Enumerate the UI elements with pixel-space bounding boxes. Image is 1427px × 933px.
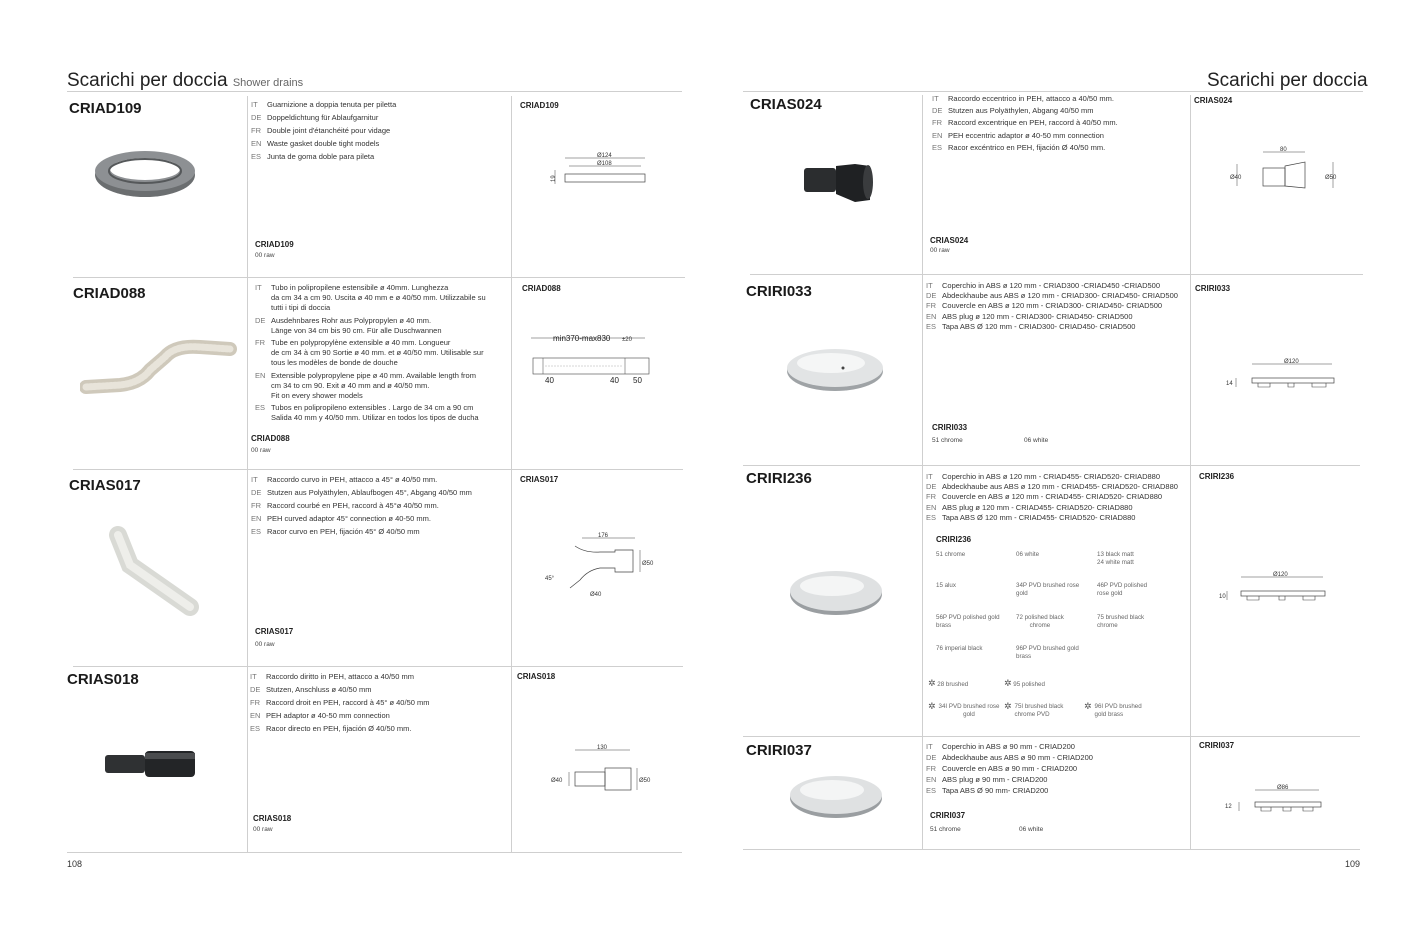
finish-label: 00 raw [930, 247, 950, 254]
description-list [932, 94, 1118, 155]
left-page-subtitle: Shower drains [232, 77, 304, 89]
finish-label: 51 chrome [930, 826, 961, 833]
finish-label: 06 white [1016, 551, 1040, 558]
technical-drawing [545, 740, 660, 795]
dim-label: Ø50 [1325, 175, 1337, 181]
technical-drawing [525, 330, 665, 390]
finish-label: 00 raw [255, 252, 275, 259]
technical-drawing [1215, 565, 1340, 607]
finish-code: CRIAD088 [251, 434, 290, 443]
description-row: EN PEH curved adaptor 45° connection ø 40-50 mm. [251, 513, 431, 523]
divider [743, 465, 1360, 466]
dim-label: ±20 [622, 337, 632, 343]
product-image-cover [783, 345, 888, 395]
dim-label: Ø40 [590, 592, 602, 598]
technical-drawing [1222, 352, 1342, 392]
finish-code: CRIRI033 [932, 423, 968, 432]
finish-label: 34P PVD brushed rose gold [1016, 582, 1080, 597]
product-image-cover [786, 770, 886, 822]
technical-drawing [1225, 140, 1345, 195]
description-row: IT Guarnizione a doppia tenuta per piletta [251, 100, 397, 109]
description-row: IT Raccordo diritto in PEH, attacco a 40/50 mm [250, 672, 414, 681]
divider [73, 469, 683, 470]
drawing-code: CRIAS018 [517, 672, 556, 681]
description-row: EN ABS plug ø 120 mm - CRIAD455- CRIAD520- CRIAD880 [926, 502, 1133, 512]
finish-code: CRIAS018 [253, 814, 292, 823]
special-finish: ✲ 75I brushed black chrome PVD [1004, 701, 1064, 718]
product-image-curved-adaptor [100, 525, 215, 620]
drawing-code: CRIAD109 [520, 101, 559, 110]
description-row: ES Racor directo en PEH, fijación Ø 40/50 mm. [250, 723, 412, 733]
dim-label: 40 [610, 376, 619, 385]
finish-label: 46P PVD polished rose gold [1097, 582, 1148, 597]
dim-label: 50 [633, 376, 642, 385]
column-divider [247, 96, 248, 853]
dim-label: 19 [551, 175, 557, 182]
drawing-code: CRIAS024 [1194, 96, 1233, 105]
description-row: EN ABS plug ø 90 mm - CRIAD200 [926, 775, 1048, 784]
description-row: DE Stutzen aus Polyäthylen, Ablaufbogen 45°, Abgang 40/50 mm [251, 487, 472, 497]
description-row: FR Couvercle en ABS ø 90 mm - CRIAD200 [926, 764, 1078, 773]
dim-label: Ø124 [597, 153, 612, 159]
finish-label: 06 white [1024, 437, 1049, 444]
description-list [926, 741, 1093, 796]
product-code: CRIRI037 [746, 742, 812, 759]
dim-label: 45° [545, 576, 555, 582]
technical-drawing [1225, 778, 1335, 818]
dim-label: 40 [545, 376, 554, 385]
description-row: IT Coperchio in ABS ø 120 mm - CRIAD455- CRIAD520- CRIAD880 [926, 472, 1160, 481]
description-list [255, 283, 486, 426]
description-row: DE Abdeckhaube aus ABS ø 90 mm - CRIAD200 [926, 753, 1093, 762]
gear-icon: ✲ [928, 678, 936, 688]
finish-label: 00 raw [251, 447, 271, 454]
description-row: ES Tapa ABS Ø 90 mm- CRIAD200 [926, 786, 1049, 795]
divider [73, 277, 685, 278]
description-row: FR Raccord courbé en PEH, raccord à 45°ø 40/50 mm. [251, 500, 439, 510]
description-row: DE Ausdehnbares Rohr aus Polypropylen ø 40 mm. Länge von 34 cm bis 90 cm. Für alle Duschwannen [255, 315, 442, 335]
dim-label: Ø86 [1277, 785, 1289, 791]
description-list [926, 472, 1178, 523]
product-image-extensible-tube [80, 335, 240, 400]
dim-label: 130 [597, 745, 608, 751]
page-number: 108 [67, 859, 83, 869]
product-image-cover [786, 568, 886, 618]
finish-code: CRIAS017 [255, 627, 294, 636]
description-row: ES Junta de goma doble para pileta [251, 151, 375, 161]
description-row: FR Tube en polypropylène extensible ø 40 mm. Longueur de cm 34 à cm 90 Sortie ø 40 mm. et ø 40/50 mm. Utilisable sur tous les modèles de bonde de douche [255, 338, 484, 368]
left-page-title: Scarichi per doccia Shower drains [67, 70, 304, 91]
technical-drawing [545, 150, 655, 190]
description-row: IT Raccordo curvo in PEH, attacco a 45° ø 40/50 mm. [251, 475, 438, 484]
finish-label: 56P PVD polished gold brass [936, 614, 1000, 629]
finish-label: 51 chrome [932, 437, 963, 444]
dim-label: Ø120 [1284, 359, 1299, 365]
finish-code: CRIAD109 [255, 240, 294, 249]
divider [743, 849, 1360, 850]
description-list [251, 99, 396, 164]
page-number: 109 [1345, 859, 1361, 869]
dim-label: Ø40 [1230, 175, 1242, 181]
description-row: DE Abdeckhaube aus ABS ø 120 mm - CRIAD300- CRIAD450- CRIAD500 [926, 291, 1178, 301]
description-row: FR Double joint d'étanchéité pour vidage [251, 125, 391, 135]
description-row: EN PEH eccentric adaptor ø 40-50 mm connection [932, 130, 1104, 140]
description-row: ES Tapa ABS Ø 120 mm - CRIAD300- CRIAD450- CRIAD500 [926, 321, 1136, 331]
divider [67, 852, 682, 853]
divider [73, 666, 683, 667]
description-row: FR Raccord excentrique en PEH, raccord à 40/50 mm. [932, 118, 1118, 128]
finish-label: 06 white [1019, 826, 1044, 833]
product-code: CRIAS017 [69, 477, 141, 494]
description-row: EN ABS plug ø 120 mm - CRIAD300- CRIAD450- CRIAD500 [926, 311, 1133, 321]
description-row: FR Couvercle en ABS ø 120 mm - CRIAD455- CRIAD520- CRIAD880 [926, 492, 1163, 502]
description-row: IT Coperchio in ABS ø 90 mm - CRIAD200 [926, 742, 1075, 751]
product-image-eccentric-adaptor [800, 160, 875, 205]
finish-label: 00 raw [253, 826, 273, 833]
description-row: DE Doppeldichtung für Ablaufgarnitur [251, 112, 379, 122]
finish-code: CRIRI236 [936, 535, 972, 544]
drawing-code: CRIRI236 [1199, 472, 1235, 481]
divider [750, 274, 1363, 275]
special-finish: ✲ 96I PVD brushed gold brass [1084, 701, 1142, 718]
column-divider [511, 96, 512, 853]
dim-label: 176 [598, 533, 609, 539]
product-code: CRIAS024 [750, 96, 822, 113]
description-row: IT Tubo in polipropilene estensibile ø 40mm. Lunghezza da cm 34 a cm 90. Uscita ø 40 mm e ø 40/50 mm. Utilizzabile su tutti i tipi di doccia [255, 283, 486, 313]
finish-label: 75 brushed black chrome [1097, 614, 1145, 629]
special-finish: ✲ 95 polished [1004, 678, 1045, 688]
dim-label: 12 [1225, 804, 1232, 810]
product-code: CRIAD088 [73, 285, 146, 302]
finish-label: 13 black matt 24 white matt [1097, 551, 1134, 566]
description-row: FR Couvercle en ABS ø 120 mm - CRIAD300- CRIAD450- CRIAD500 [926, 301, 1163, 311]
divider [743, 736, 1360, 737]
description-row: ES Racor excéntrico en PEH, fijación Ø 40/50 mm. [932, 142, 1106, 152]
divider [743, 91, 1363, 92]
description-row: IT Coperchio in ABS ø 120 mm - CRIAD300 -CRIAD450 -CRIAD500 [926, 281, 1160, 290]
finish-label: 51 chrome [936, 551, 966, 558]
description-row: EN PEH adaptor ø 40-50 mm connection [250, 710, 390, 720]
product-code: CRIAD109 [69, 100, 142, 117]
description-row: IT Raccordo eccentrico in PEH, attacco a 40/50 mm. [932, 94, 1114, 103]
special-finish: ✲ 34I PVD brushed rose gold [928, 701, 1000, 718]
description-list [250, 671, 429, 736]
drawing-code: CRIAS017 [520, 475, 559, 484]
dim-label: 10 [1219, 594, 1226, 600]
dim-label: Ø40 [551, 778, 563, 784]
finish-label: 72 polished black chrome [1016, 614, 1064, 629]
finish-code: CRIAS024 [930, 236, 969, 245]
description-list [251, 474, 472, 539]
finish-label: 00 raw [255, 641, 275, 648]
description-row: ES Racor curvo en PEH, fijación 45° Ø 40/50 mm [251, 526, 420, 536]
description-row: DE Stutzen aus Polyäthylen, Abgang 40/50 mm [932, 106, 1094, 116]
finish-code: CRIRI037 [930, 811, 966, 820]
finish-label: 15 alux [936, 582, 956, 589]
special-finish: ✲ 28 brushed [928, 678, 969, 688]
product-image-straight-adaptor [100, 745, 200, 785]
divider [67, 91, 682, 92]
product-code: CRIAS018 [67, 671, 139, 688]
description-row: ES Tapa ABS Ø 120 mm - CRIAD455- CRIAD520- CRIAD880 [926, 512, 1136, 522]
gear-icon: ✲ [928, 701, 936, 711]
product-code: CRIRI236 [746, 470, 812, 487]
dim-label: Ø120 [1273, 572, 1288, 578]
right-page-title: Scarichi per doccia [1207, 70, 1368, 91]
drawing-code: CRIAD088 [522, 284, 561, 293]
technical-drawing [540, 528, 665, 603]
description-row: DE Stutzen, Anschluss ø 40/50 mm [250, 684, 372, 694]
gear-icon: ✲ [1084, 701, 1092, 711]
gear-icon: ✲ [1004, 701, 1012, 711]
product-image-gasket [90, 145, 200, 205]
product-code: CRIRI033 [746, 283, 812, 300]
finish-label: 96P PVD brushed gold brass [1016, 645, 1079, 660]
dim-label: Ø50 [642, 561, 654, 567]
description-list [926, 281, 1178, 332]
dim-label: min370-max830 [553, 334, 611, 343]
description-row: ES Tubos en polipropileno extensibles . Largo de 34 cm a 90 cm Salida 40 mm y 40/50 mm. Utilizar en todos los tipos de ducha [255, 403, 479, 423]
description-row: FR Raccord droit en PEH, raccord à 45° ø 40/50 mm [250, 697, 430, 707]
dim-label: 14 [1226, 381, 1233, 387]
dim-label: Ø50 [639, 778, 651, 784]
gear-icon: ✲ [1004, 678, 1012, 688]
description-row: EN Waste gasket double tight models [251, 138, 380, 148]
finish-label: 76 imperial black [936, 645, 983, 652]
description-row: DE Abdeckhaube aus ABS ø 120 mm - CRIAD455- CRIAD520- CRIAD880 [926, 482, 1178, 492]
dim-label: 80 [1280, 147, 1287, 153]
drawing-code: CRIRI033 [1195, 284, 1231, 293]
description-row: EN Extensible polypropylene pipe ø 40 mm. Available length from cm 34 to cm 90. Exit ø 40 mm and ø 40/50 mm. Fit on every shower models [255, 370, 476, 401]
dim-label: Ø108 [597, 161, 612, 167]
drawing-code: CRIRI037 [1199, 741, 1235, 750]
